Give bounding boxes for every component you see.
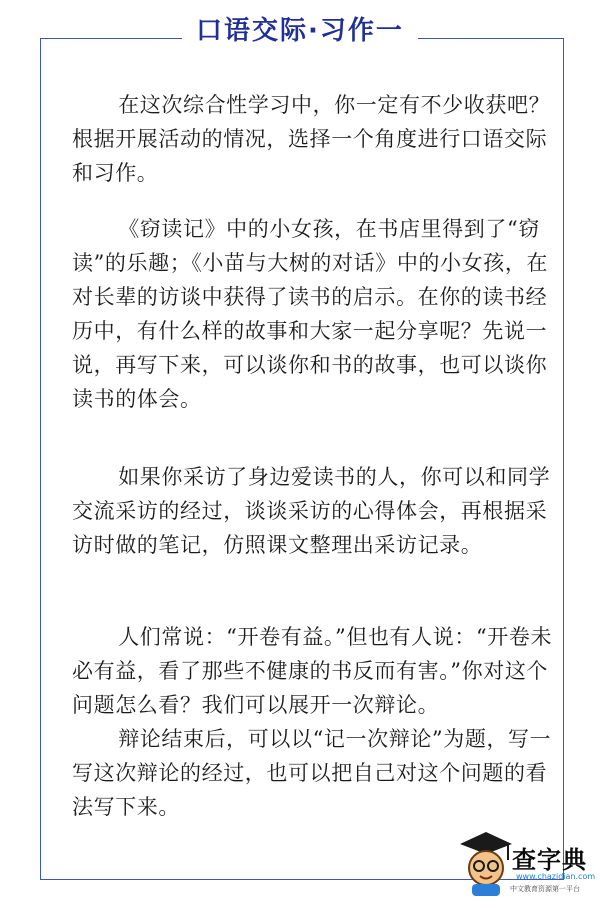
watermark-tagline: 中文教育资源第一平台 [510,885,580,893]
watermark-site: www.chazidian.com [516,872,596,881]
intro-section [72,88,558,190]
intro-paragraph: 在这次综合性学习中，你一定有不少收获吧？根据开展活动的情况，选择一个角度进行口语交际和习作。 [72,93,551,185]
interview-section [72,460,558,562]
mascot-icon [458,830,514,900]
reading-story-section [72,212,558,416]
watermark-title: 查字典 [512,846,587,874]
page-header [0,14,600,48]
page-title: 口语交际·习作一 [182,14,418,48]
debate-paragraph: 人们常说：“开卷有益。”但也有人说：“开卷未必有益，看了那些不健康的书反而有害。”你对这个问题怎么看？我们可以展开一次辩论。 [72,625,553,717]
chazidian-watermark [458,826,596,904]
debate-section [72,620,558,824]
reading-story-paragraph: 《窃读记》中的小女孩，在书店里得到了“窃读”的乐趣；《小苗与大树的对话》中的小女孩，在对长辈的访谈中获得了读书的启示。在你的读书经历中，有什么样的故事和大家一起分享呢？先说一说，再写下来，可以谈你和书的故事，也可以谈你读书的体会。 [72,217,549,411]
interview-paragraph: 如果你采访了身边爱读书的人，你可以和同学交流采访的经过，谈谈采访的心得体会，再根据采访时做的笔记，仿照课文整理出采访记录。 [72,465,551,557]
debate-writing-paragraph: 辩论结束后，可以以“记一次辩论”为题，写一写这次辩论的经过，也可以把自己对这个问题的看法写下来。 [72,727,552,819]
